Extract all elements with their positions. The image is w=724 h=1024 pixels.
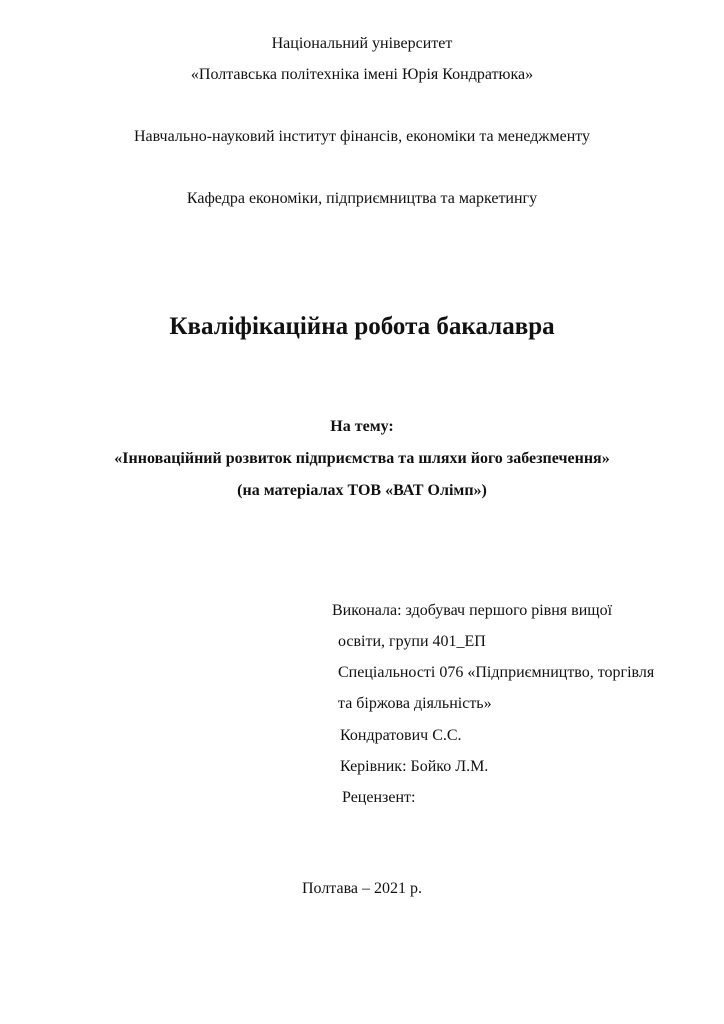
university-name: Національний університет [271, 35, 453, 52]
university-full-name: «Полтавська політехніка імені Юрія Кондратюка» [190, 66, 534, 83]
city-year: Полтава – 2021 р. [301, 880, 423, 897]
document-title: Кваліфікаційна робота бакалавра [169, 313, 555, 340]
supervisor: Керівник: Бойко Л.М. [340, 758, 489, 775]
institute-name: Навчально-науковий інститут фінансів, економіки та менеджменту [133, 128, 591, 145]
author-line-performed-by: Виконала: здобувач першого рівня вищої [332, 602, 613, 619]
author-line-specialty-cont: та біржова діяльність» [338, 695, 492, 712]
author-name: Кондратович С.С. [340, 727, 462, 744]
author-line-group: освіти, групи 401_ЕП [338, 633, 486, 650]
author-line-specialty: Спеціальності 076 «Підприємництво, торгівля [338, 664, 655, 681]
theme-label: На тему: [330, 418, 394, 435]
theme-subtitle: (на матеріалах ТОВ «ВАТ Олімп») [237, 482, 487, 499]
theme-topic: «Інноваційний розвиток підприємства та шляхи його забезпечення» [114, 450, 610, 467]
department-name: Кафедра економіки, підприємництва та маркетингу [186, 190, 538, 207]
reviewer: Рецензент: [342, 789, 416, 806]
